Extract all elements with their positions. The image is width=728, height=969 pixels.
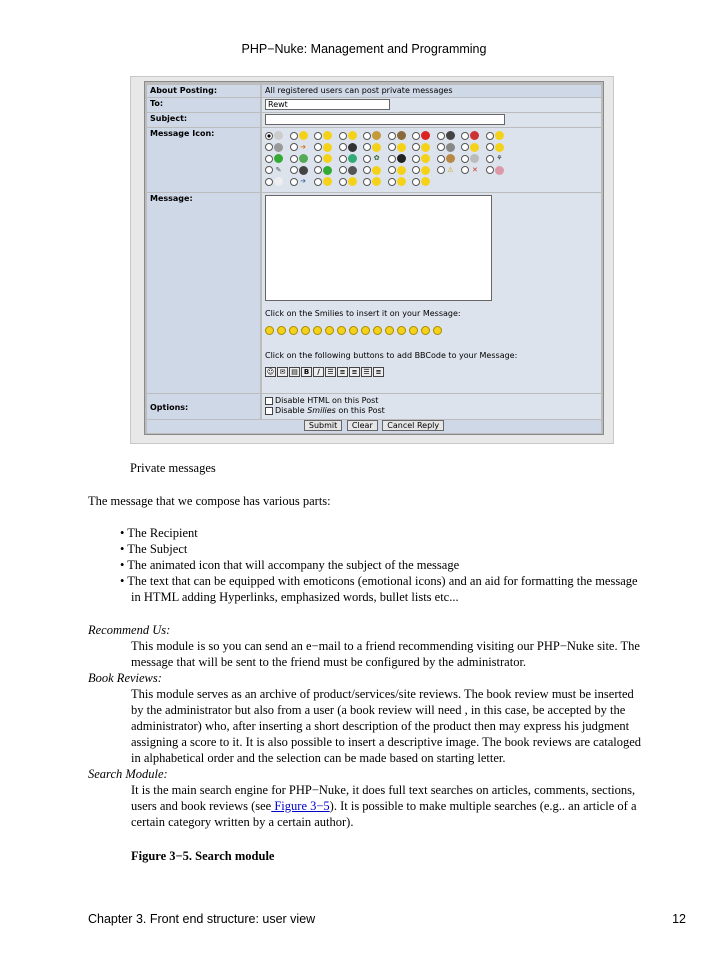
- icon-cell: [262, 128, 601, 192]
- checkbox[interactable]: [265, 407, 273, 415]
- smiley-icon[interactable]: [433, 326, 442, 335]
- smiley-icon[interactable]: [301, 326, 310, 335]
- icon-radio[interactable]: [486, 143, 494, 151]
- bbcode-italic-button[interactable]: ∕: [313, 367, 324, 377]
- options-row: [147, 394, 601, 419]
- doc-icon: [274, 131, 283, 140]
- option-label: Disable HTML on this Post: [275, 396, 379, 405]
- checkbox[interactable]: [265, 397, 273, 405]
- icon-radio[interactable]: [412, 178, 420, 186]
- smiley-icon[interactable]: [265, 326, 274, 335]
- bbcode-button[interactable]: ≡: [337, 367, 348, 377]
- figure-icon: [397, 131, 406, 140]
- bullet-item-continued: in HTML adding Hyperlinks, emphasized words, bullet lists etc...: [131, 590, 459, 604]
- icon-radio[interactable]: [486, 166, 494, 174]
- icon-radio[interactable]: [486, 155, 494, 163]
- icon-radio[interactable]: [437, 155, 445, 163]
- icon-radio[interactable]: [290, 178, 298, 186]
- bbcode-bold-button[interactable]: B: [301, 367, 312, 377]
- paragraph-line: administrator) who, after inserting a short description of the product then may express his judgment: [131, 719, 630, 733]
- icon-radio[interactable]: [314, 166, 322, 174]
- brown-icon: [446, 154, 455, 163]
- mark-icon: ✕: [471, 165, 478, 174]
- to-input[interactable]: Rewt: [265, 99, 390, 110]
- about-label: About Posting:: [147, 85, 260, 97]
- smiley-icon[interactable]: [277, 326, 286, 335]
- smiley-icon[interactable]: [289, 326, 298, 335]
- smiley-icon: [397, 143, 406, 152]
- option-disable-smilies[interactable]: [265, 406, 385, 415]
- submit-button[interactable]: Submit: [304, 420, 342, 431]
- icon-radio[interactable]: [339, 166, 347, 174]
- icon-radio[interactable]: [265, 132, 273, 140]
- bullet-item: • The Recipient: [120, 526, 198, 540]
- paragraph-line: message that will be sent to the friend must be configured by the administrator.: [131, 655, 527, 669]
- animal-icon: [372, 131, 381, 140]
- icon-radio[interactable]: [437, 132, 445, 140]
- smiley-icon: [323, 177, 332, 186]
- form-buttons: [147, 420, 601, 433]
- icon-radio[interactable]: [461, 166, 469, 174]
- text-span: users and book reviews (see: [131, 799, 272, 813]
- message-cell: [262, 193, 601, 393]
- to-label: To:: [147, 98, 260, 112]
- page-header: PHP−Nuke: Management and Programming: [241, 42, 487, 56]
- option-label: on this Post: [335, 406, 385, 415]
- smiley-icon: [348, 131, 357, 140]
- smiley-icon: [323, 154, 332, 163]
- figure-title: Figure 3−5. Search module: [131, 849, 275, 863]
- smiley-icon[interactable]: [397, 326, 406, 335]
- clear-button[interactable]: Clear: [347, 420, 378, 431]
- smiley-icon: [397, 166, 406, 175]
- bbcode-button[interactable]: ✉: [277, 367, 288, 377]
- option-disable-html[interactable]: [265, 396, 378, 405]
- about-value: All registered users can post private messages: [262, 85, 601, 97]
- icon-radio[interactable]: [314, 143, 322, 151]
- icon-radio[interactable]: [265, 155, 273, 163]
- subject-row: [147, 113, 601, 127]
- dark-icon: [446, 131, 455, 140]
- paragraph-line: by the administrator but also from a user (a book review will need , in this case, be accepted by the: [131, 703, 626, 717]
- smilies-bar: [265, 326, 445, 337]
- bbcode-button[interactable]: ≡: [373, 367, 384, 377]
- smiley-icon[interactable]: [361, 326, 370, 335]
- smiley-icon: [372, 177, 381, 186]
- green-icon: [299, 154, 308, 163]
- message-row: [147, 193, 601, 393]
- smiley-icon[interactable]: [325, 326, 334, 335]
- paragraph-line: assigning a score to it. It is also possible to insert a descriptive image. The book reviews are cataloged: [131, 735, 642, 749]
- smiley-icon: [323, 143, 332, 152]
- icon-row: [147, 128, 601, 192]
- pen-icon: ✎: [275, 165, 282, 174]
- smiley-icon: [421, 143, 430, 152]
- white-icon: [274, 177, 283, 186]
- icon-radio[interactable]: [363, 155, 371, 163]
- bullet-item: • The text that can be equipped with emoticons (emotional icons) and an aid for formatting the message: [120, 574, 638, 588]
- icon-radio[interactable]: [363, 143, 371, 151]
- to-cell: [262, 98, 601, 112]
- grey-icon: [470, 154, 479, 163]
- smiley-icon: [397, 177, 406, 186]
- icon-radio[interactable]: [363, 178, 371, 186]
- bullet-item: • The animated icon that will accompany the subject of the message: [120, 558, 460, 572]
- section-title-search: Search Module:: [88, 767, 168, 781]
- angry-icon: [421, 131, 430, 140]
- yinyang-icon: [397, 154, 406, 163]
- smiley-icon[interactable]: [385, 326, 394, 335]
- icon-radio[interactable]: [290, 132, 298, 140]
- icon-radio[interactable]: [412, 166, 420, 174]
- smilies-hint: Click on the Smilies to insert it on your Message:: [265, 309, 461, 318]
- icon-radio[interactable]: [314, 155, 322, 163]
- icon-radio[interactable]: [388, 155, 396, 163]
- smiley-icon: [348, 177, 357, 186]
- figure-caption: Private messages: [130, 461, 216, 475]
- icon-radio[interactable]: [461, 155, 469, 163]
- icon-radio[interactable]: [412, 143, 420, 151]
- arrow-icon: ➔: [300, 142, 306, 151]
- icon-radio[interactable]: [363, 132, 371, 140]
- smiley-icon: [421, 177, 430, 186]
- icon-radio[interactable]: [388, 178, 396, 186]
- teal-icon: [348, 154, 357, 163]
- bbcode-button[interactable]: ▤: [289, 367, 300, 377]
- icon-radio[interactable]: [412, 132, 420, 140]
- text-span: ). It is possible to make multiple searches (e.g.. an article of a: [329, 799, 637, 813]
- pink-icon: [495, 166, 504, 175]
- icon-radio[interactable]: [437, 143, 445, 151]
- grey-icon: [274, 143, 283, 152]
- options-cell: [262, 394, 601, 419]
- smiley-icon: [495, 131, 504, 140]
- icon-radio[interactable]: [265, 143, 273, 151]
- message-textarea[interactable]: [265, 195, 492, 301]
- bbcode-toolbar: [265, 367, 385, 377]
- plant-icon: ✿: [373, 154, 380, 162]
- icon-radio[interactable]: [290, 166, 298, 174]
- option-label: Disable: [275, 406, 308, 415]
- bbcode-hint: Click on the following buttons to add BBCode to your Message:: [265, 351, 518, 360]
- smiley-icon: [495, 143, 504, 152]
- screenshot-frame: [130, 76, 614, 444]
- message-label: Message:: [147, 193, 260, 393]
- icon-radio[interactable]: [314, 132, 322, 140]
- sunglasses-icon: [348, 143, 357, 152]
- paragraph-line: This module is so you can send an e−mail to a friend recommending visiting our PHP−Nuke site. The: [131, 639, 640, 653]
- section-title-recommend: Recommend Us:: [88, 623, 171, 637]
- icon-radio[interactable]: [363, 166, 371, 174]
- disk-icon: [348, 166, 357, 175]
- private-message-form: [144, 81, 604, 435]
- icon-radio[interactable]: [461, 143, 469, 151]
- smiley-icon[interactable]: [421, 326, 430, 335]
- subject-label: Subject:: [147, 113, 260, 127]
- smiley-icon: [421, 166, 430, 175]
- page-number: 12: [672, 912, 686, 926]
- message-icon-grid: [265, 131, 515, 189]
- paragraph-line: in alphabetical order and the selection can be made based on starting letter.: [131, 751, 506, 765]
- paragraph-line: [131, 798, 637, 814]
- icon-radio[interactable]: [265, 166, 273, 174]
- icon-radio[interactable]: [486, 132, 494, 140]
- intro-text: The message that we compose has various parts:: [88, 494, 331, 508]
- option-label-em: Smilies: [307, 406, 336, 415]
- icon-radio[interactable]: [388, 143, 396, 151]
- tool-icon: [299, 166, 308, 175]
- smiley-icon: [470, 143, 479, 152]
- smiley-icon[interactable]: [409, 326, 418, 335]
- smiley-icon[interactable]: [313, 326, 322, 335]
- options-label: Options:: [147, 394, 260, 419]
- bbcode-button[interactable]: ☰: [325, 367, 336, 377]
- icon-radio[interactable]: [339, 178, 347, 186]
- icon-radio[interactable]: [339, 143, 347, 151]
- arrow-icon: ➔: [300, 177, 306, 185]
- green-icon: [274, 154, 283, 163]
- about-row: [147, 85, 601, 97]
- icon-radio[interactable]: [265, 178, 273, 186]
- paragraph-line: It is the main search engine for PHP−Nuke, it does full text searches on articles, comments, sections,: [131, 783, 636, 797]
- warning-icon: ⚠: [447, 165, 454, 174]
- section-title-book: Book Reviews:: [88, 671, 162, 685]
- smiley-icon: [372, 143, 381, 152]
- icon-radio[interactable]: [290, 155, 298, 163]
- flower-icon: ⚘: [496, 154, 503, 162]
- icon-radio[interactable]: [339, 155, 347, 163]
- page-footer-chapter: Chapter 3. Front end structure: user view: [88, 912, 316, 926]
- cancel-reply-button[interactable]: Cancel Reply: [382, 420, 444, 431]
- grey-icon: [446, 143, 455, 152]
- bullet-item: • The Subject: [120, 542, 188, 556]
- icon-radio[interactable]: [437, 166, 445, 174]
- icon-radio[interactable]: [314, 178, 322, 186]
- smiley-icon: [299, 131, 308, 140]
- paragraph-line: This module serves as an archive of product/services/site reviews. The book review must be inserted: [131, 687, 634, 701]
- bbcode-button[interactable]: ☺: [266, 368, 275, 376]
- to-row: [147, 98, 601, 112]
- icon-radio[interactable]: [388, 132, 396, 140]
- smiley-icon: [421, 154, 430, 163]
- smiley-icon: [372, 166, 381, 175]
- smiley-icon[interactable]: [373, 326, 382, 335]
- smiley-icon[interactable]: [349, 326, 358, 335]
- red-icon: [470, 131, 479, 140]
- paragraph-line: certain category written by a certain author).: [131, 815, 354, 829]
- icon-radio[interactable]: [412, 155, 420, 163]
- icon-radio[interactable]: [388, 166, 396, 174]
- bbcode-button[interactable]: ☰: [361, 367, 372, 377]
- message-icon-label: Message Icon:: [147, 128, 260, 192]
- smiley-icon[interactable]: [337, 326, 346, 335]
- icon-radio[interactable]: [461, 132, 469, 140]
- bbcode-button[interactable]: ≡: [349, 367, 360, 377]
- figure-link[interactable]: Figure 3−5: [271, 799, 330, 813]
- green-icon: [323, 166, 332, 175]
- icon-radio[interactable]: [290, 143, 298, 151]
- subject-input[interactable]: [265, 114, 505, 125]
- icon-radio[interactable]: [339, 132, 347, 140]
- smiley-icon: [323, 131, 332, 140]
- subject-cell: [262, 113, 601, 127]
